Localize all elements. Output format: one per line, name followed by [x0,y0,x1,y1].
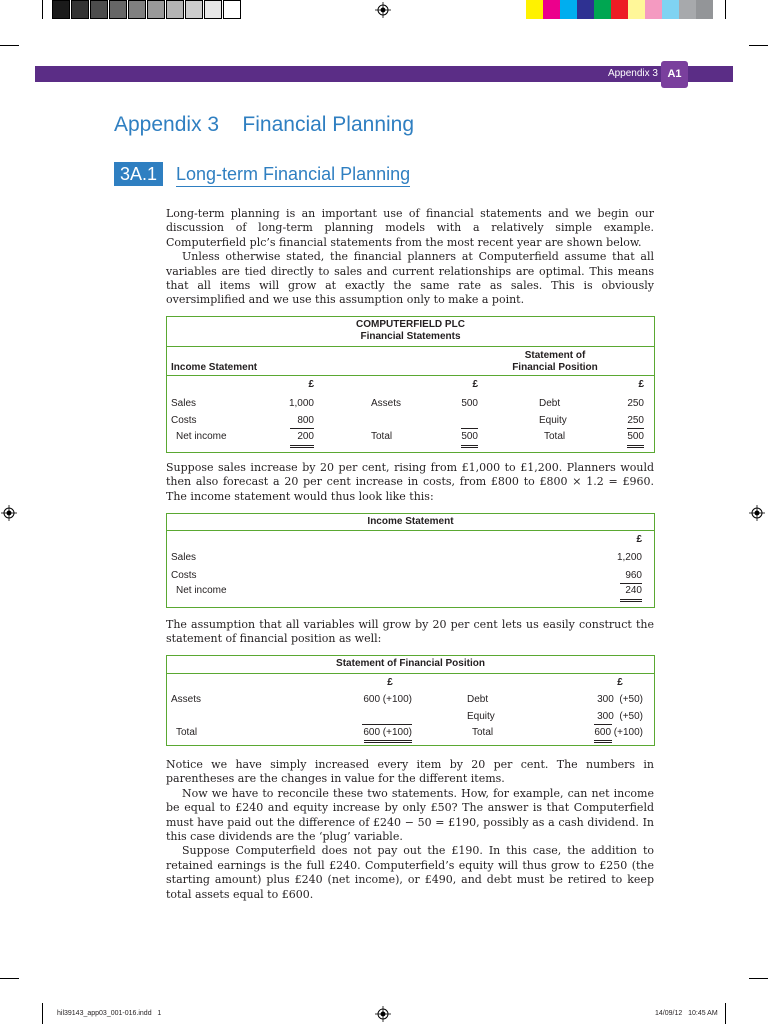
registration-mark-icon [1,505,17,521]
row-label: Assets [371,398,402,409]
paragraph: Notice we have simply increased every item by 20 per cent. The numbers in parentheses are the changes in value for the different items. [166,758,654,786]
total-double-line [627,447,644,448]
crop-mark [42,0,43,19]
income-statement-heading: Income Statement [171,362,258,373]
color-swatch [662,0,679,19]
color-swatch [679,0,696,19]
body-paragraph: Suppose sales increase by 20 per cent, rising from £1,000 to £1,200. Planners would then also forecast a 20 per cent increase in costs, from £800 to £800 × 1.2 = £960. The income statement would thus look like this: [166,461,654,503]
row-label: Equity [539,415,567,426]
currency-label: £ [387,677,393,688]
subtotal-line [620,583,642,584]
row-label: Assets [171,694,202,705]
row-value: 500 [627,431,644,442]
color-swatch [577,0,594,19]
total-double-line [364,740,412,741]
color-swatch [611,0,628,19]
total-double-line [627,445,644,446]
row-value: 600 (+100) [363,694,412,705]
row-label: Equity [467,711,495,722]
footer-filename: hil39143_app03_001-016.indd 1 [57,1010,162,1017]
subtotal-line [594,724,612,725]
total-double-line [620,601,642,602]
appendix-title: Appendix 3 Financial Planning [114,113,415,136]
row-value: 600 (+100) [594,727,643,738]
body-paragraph: The assumption that all variables will grow by 20 per cent lets us easily construct the statement of financial position as well: [166,618,654,646]
gray-swatch [223,0,241,19]
currency-label: £ [617,677,623,688]
row-label: Debt [467,694,489,705]
row-label: Debt [539,398,561,409]
sfp-heading: Financial Position [512,362,598,373]
intro-text [166,207,654,308]
registration-mark-icon [375,1006,391,1022]
row-label: Sales [171,552,197,563]
row-value: 500 [461,398,478,409]
total-double-line [594,742,612,743]
row-label: Total [544,431,566,442]
crop-mark [749,978,768,979]
row-value: 300 (+50) [597,694,643,705]
crop-mark [725,1003,726,1024]
row-value: 960 [625,570,642,581]
section-title: Long-term Financial Planning [176,162,410,187]
table-title: COMPUTERFIELD PLC [356,319,465,330]
gray-swatch [52,0,70,19]
gray-swatch [185,0,203,19]
color-swatch [628,0,645,19]
gray-swatch [90,0,108,19]
subtotal-line [461,428,478,429]
row-label: Total [472,727,494,738]
gray-swatch [71,0,89,19]
color-swatch [696,0,713,19]
paragraph: Suppose Computerfield does not pay out the £190. In this case, the addition to retained earnings is the full £240. Computerfield’s equity will thus grow to £250 (the starting amount) plus £240 (net income), or £490, and debt must be retired to keep total assets equal to £600. [166,844,654,901]
crop-mark [0,45,19,46]
crop-mark [725,0,726,19]
row-label: Net income [176,431,227,442]
total-double-line [594,740,612,741]
row-value: 800 [297,415,314,426]
total-double-line [290,445,314,446]
closing-text [166,758,654,902]
color-swatch [543,0,560,19]
subtotal-line [290,428,314,429]
section-number: 3A.1 [114,162,163,186]
total-double-line [620,599,642,600]
row-value: 600 (+100) [363,727,412,738]
row-label: Total [371,431,393,442]
subtotal-line [362,724,412,725]
paragraph: Long-term planning is an important use of financial statements and we begin our discussion of long-term planning models with a relatively simple example. Computerfield plc’s financial statements from the most recent year are shown below. [166,207,654,249]
row-value: 300 (+50) [597,711,643,722]
row-value: 200 [297,431,314,442]
row-label: Costs [171,570,197,581]
gray-swatch [147,0,165,19]
table-subtitle: Financial Statements [360,331,461,342]
table-rule [166,530,655,531]
gray-swatch [204,0,222,19]
running-head: Appendix 3 [607,68,658,79]
table-title: Statement of Financial Position [336,658,485,669]
total-double-line [461,447,478,448]
crop-mark [0,978,19,979]
gray-swatch [166,0,184,19]
color-swatch [645,0,662,19]
registration-mark-icon [375,2,391,18]
row-value: 250 [627,415,644,426]
sfp-heading: Statement of [524,350,586,361]
gray-swatch [128,0,146,19]
color-swatch [594,0,611,19]
row-label: Sales [171,398,197,409]
row-value: 1,000 [288,398,314,409]
row-value: 240 [625,585,642,596]
row-value: 1,200 [616,552,642,563]
row-value: 250 [627,398,644,409]
color-swatch [526,0,543,19]
registration-mark-icon [749,505,765,521]
crop-mark [42,1003,43,1024]
footer-date: 14/09/12 10:45 AM [655,1010,718,1017]
total-double-line [461,445,478,446]
currency-label: £ [638,379,644,390]
table-rule [166,375,655,376]
row-label: Net income [176,585,227,596]
row-label: Costs [171,415,197,426]
table-title: Income Statement [367,516,454,527]
gray-swatch [109,0,127,19]
total-double-line [364,742,412,743]
currency-label: £ [308,379,314,390]
row-label: Total [176,727,198,738]
color-swatch [560,0,577,19]
paragraph: Unless otherwise stated, the financial planners at Computerfield assume that all variables are tied directly to sales and current relationships are optimal. This means that all items will grow at exactly the same rate as sales. This is obviously oversimplified and we use this assumption only to make a point. [166,250,654,307]
table-rule [166,673,655,674]
row-value: 500 [461,431,478,442]
paragraph: Now we have to reconcile these two statements. How, for example, can net income be equal to £240 and equity increase by only £50? The answer is that Computerfield must have paid out the difference of £240 − 50 = £190, possibly as a cash dividend. In this case dividends are the ‘plug’ variable. [166,786,654,844]
crop-mark [749,45,768,46]
subtotal-line [627,428,644,429]
page-number-tab: A1 [661,61,688,88]
total-double-line [290,447,314,448]
currency-label: £ [636,534,642,545]
table-rule [166,346,655,347]
currency-label: £ [472,379,478,390]
